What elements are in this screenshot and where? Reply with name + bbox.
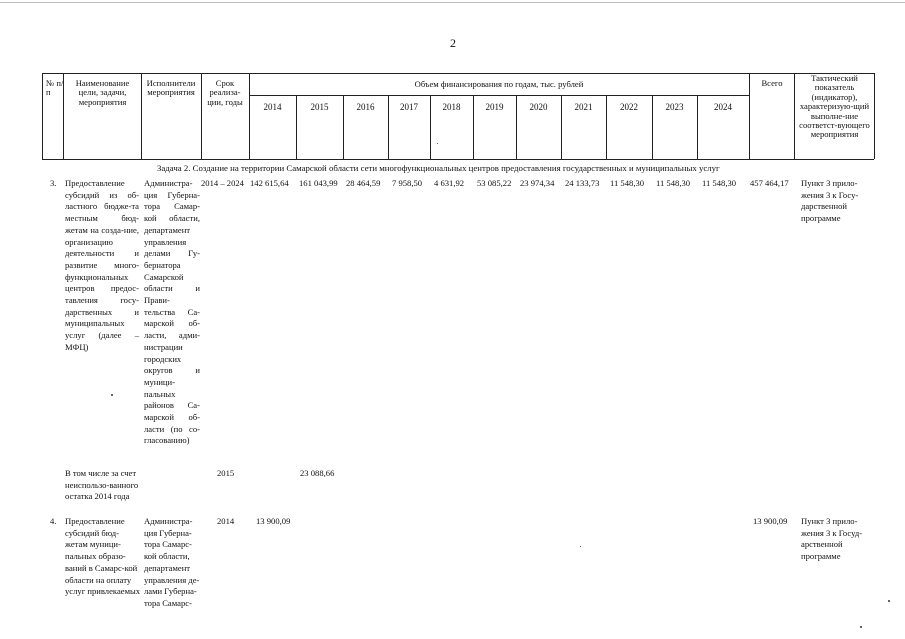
header-indicator: Тактический показатель (индикатор), характеризую-щий выполне-ние соответст-вующего мероприятия [799, 73, 870, 140]
header-bottom-rule [42, 159, 874, 160]
value-2024: 11 548,30 [702, 178, 737, 188]
row-term: 2014 [217, 516, 235, 526]
header-term: Срок реализа-ции, годы [207, 78, 243, 107]
value-2023: 11 548,30 [656, 178, 691, 188]
header-name: Наименование цели, задачи, мероприятия [75, 78, 130, 107]
scan-speck [580, 546, 581, 547]
row-num: 3. [50, 178, 57, 188]
row-total: 457 464,17 [750, 178, 789, 188]
row-executors: Администра-ция Губерна-тора Самар-кой области, департамент управления делами Гу-бернатора Самарской области и Прави-тельства Са-марской об-ласти, адми-нистрации городских округов и муници-пальных районов Са-марской об-ласти (по со-гласованию) [144, 178, 200, 446]
value-2017: 7 958,50 [392, 178, 423, 188]
year-2015: 2015 [310, 102, 329, 112]
row-name: Предоставление субсидий из об-ластного бюдже-та местным бюд-жетам на созда-ние, организацию деятельности и развитие много-функциональных центров предос-тавления госу-дарственных и муниципальных услуг (далее – МФЦ) [65, 178, 139, 352]
year-2016: 2016 [356, 102, 375, 112]
scan-edge [0, 2, 905, 3]
scan-speck [888, 600, 890, 602]
row-term: 2014 – 2024 [201, 178, 244, 188]
value-2021: 24 133,73 [565, 178, 600, 188]
year-2022: 2022 [620, 102, 638, 112]
value-2014: 142 615,64 [250, 178, 289, 188]
value-2015: 161 043,99 [299, 178, 338, 188]
row-total: 13 900,09 [753, 516, 788, 526]
year-2019: 2019 [485, 102, 504, 112]
header-executors: Исполнители мероприятия [146, 78, 196, 98]
header-total: Всего [761, 78, 783, 88]
value-2016: 28 464,59 [346, 178, 381, 188]
row-name: В том числе за счет неиспользо-ванного остатка 2014 года [65, 468, 139, 502]
scan-speck [437, 143, 438, 144]
value-2020: 23 974,34 [520, 178, 555, 188]
year-2024: 2024 [714, 102, 732, 112]
year-2018: 2018 [442, 102, 461, 112]
row-executors: Администра-ция Губерна-тора Самарс-кой области, департамент управления де-лами Губерна-тора Самарс- [144, 516, 200, 608]
row-name: Предоставление субсидий бюд-жетам муници-пальных образо-ваний в Самарс-кой области на оплату услуг привлекаемых [65, 516, 141, 597]
col-rule [794, 73, 795, 159]
scan-speck [860, 626, 862, 628]
row-term: 2015 [217, 468, 235, 478]
year-2017: 2017 [400, 102, 418, 112]
value-2018: 4 631,92 [434, 178, 465, 188]
row-indicator: Пункт 3 прило-жения 3 к Госу-дарственной программе [801, 178, 859, 224]
value-2022: 11 548,30 [610, 178, 645, 188]
header-num: № п/п [46, 78, 64, 98]
row-indicator: Пункт 3 прило-жения 3 к Госуд-арственной программе [801, 516, 863, 562]
year-2023: 2023 [665, 102, 684, 112]
header-funding: Объем финансирования по годам, тыс. рублей [414, 79, 584, 89]
year-2014: 2014 [263, 102, 282, 112]
row-num: 4. [50, 516, 57, 526]
year-2021: 2021 [574, 102, 593, 112]
col-rule [874, 73, 875, 159]
task-title: Задача 2. Создание на территории Самарской области сети многофункциональных центров предоставления государственных и муниципальных услуг [157, 163, 720, 173]
value-2019: 53 085,22 [477, 178, 512, 188]
page-number: 2 [450, 36, 456, 50]
value-2014: 13 900,09 [256, 516, 291, 526]
value-2015: 23 088,66 [300, 468, 335, 478]
scan-speck [111, 394, 113, 396]
funding-sub-rule [249, 95, 749, 96]
col-rule [201, 73, 202, 159]
year-2020: 2020 [529, 102, 548, 112]
